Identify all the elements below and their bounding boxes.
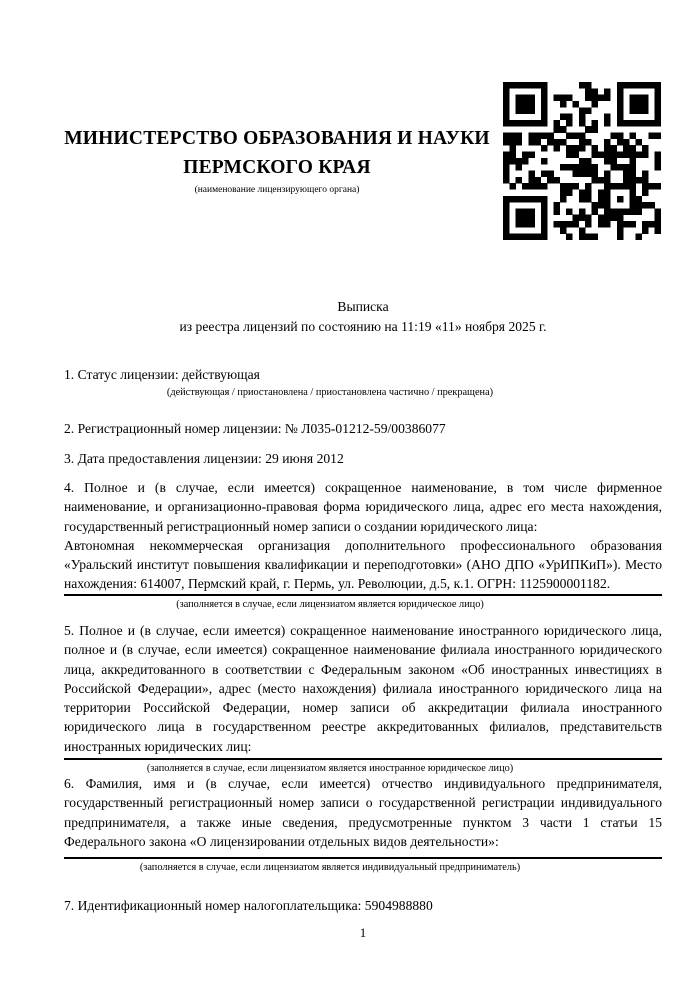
item-7-taxpayer-id [64, 896, 662, 915]
foreign-entity-caption: (заполняется в случае, если лицензиатом является иностранное юридическое лицо) [146, 763, 514, 775]
ministry-name-line2: ПЕРМСКОГО КРАЯ [183, 157, 371, 178]
grant-date-text: 3. Дата предоставления лицензии: 29 июня 2012 [64, 451, 344, 466]
item-5-foreign-entity [64, 621, 662, 775]
licensing-authority-header [64, 124, 490, 196]
item-3-grant-date [64, 449, 662, 468]
entrepreneur-question: 6. Фамилия, имя и (в случае, если имеется) отчество индивидуального предпринимателя, государственный регистрационный номер записи о государственной регистрации индивидуального предпринимателя, а также иные сведения, предусмотренные пунктом 3 части 1 статьи 15 Федерального закона «О лицензировании отдельных видов деятельности»: [64, 776, 662, 849]
item-6-entrepreneur [64, 774, 662, 874]
separator-line [64, 758, 662, 760]
page-number: 1 [359, 925, 367, 940]
document-title-block [64, 297, 662, 336]
legal-entity-caption: (заполняется в случае, если лицензиатом является юридическое лицо) [176, 598, 484, 610]
entrepreneur-caption: (заполняется в случае, если лицензиатом является индивидуальный предприниматель) [139, 862, 521, 874]
ministry-name-line1: МИНИСТЕРСТВО ОБРАЗОВАНИЯ И НАУКИ [64, 128, 490, 149]
item-1-license-status [64, 365, 662, 399]
item-4-legal-entity [64, 478, 662, 611]
license-status-options-caption: (действующая / приостановлена / приостановлена частично / прекращена) [166, 387, 494, 399]
document-title: Выписка [337, 299, 389, 314]
separator-line [64, 857, 662, 859]
foreign-entity-question: 5. Полное и (в случае, если имеется) сокращенное наименование иностранного юридического лица, полное и (в случае, если имеется) сокращенное наименование филиала иностранного юридического лица, аккредитованного в соответствии с Федеральным законом «Об иностранных инвестициях в Российской Федерации», адрес (место нахождения) филиала иностранного юридического лица на территории Российской Федерации, номер записи об аккредитации филиала иностранного юридического лица в государственном реестре аккредитованных филиалов, представительств иностранных юридических лиц: [64, 623, 662, 754]
legal-entity-question: 4. Полное и (в случае, если имеется) сокращенное наименование, в том числе фирменное наименование, и организационно-правовая форма юридического лица, адрес его места нахождения, государственный регистрационный номер записи о создании юридического лица: [64, 480, 662, 534]
licensing-authority-caption: (наименование лицензирующего органа) [194, 185, 360, 195]
document-title-date-line: из реестра лицензий по состоянию на 11:19 «11» ноября 2025 г. [179, 318, 547, 334]
taxpayer-id-text: 7. Идентификационный номер налогоплательщика: 5904988880 [64, 898, 433, 913]
license-status-text: 1. Статус лицензии: действующая [64, 367, 260, 382]
registration-number-text: 2. Регистрационный номер лицензии: № Л035-01212-59/00386077 [64, 421, 446, 436]
legal-entity-answer: Автономная некоммерческая организация дополнительного профессионального образования «Уральский институт повышения квалификации и переподготовки» (АНО ДПО «УрИПКиП»). Место нахождения: 614007, Пермский край, г. Пермь, ул. Революции, д.5, к.1. ОГРН: 1125900001182. [64, 537, 662, 592]
qr-code-icon [503, 82, 661, 240]
separator-line [64, 594, 662, 596]
item-2-registration-number [64, 419, 662, 438]
